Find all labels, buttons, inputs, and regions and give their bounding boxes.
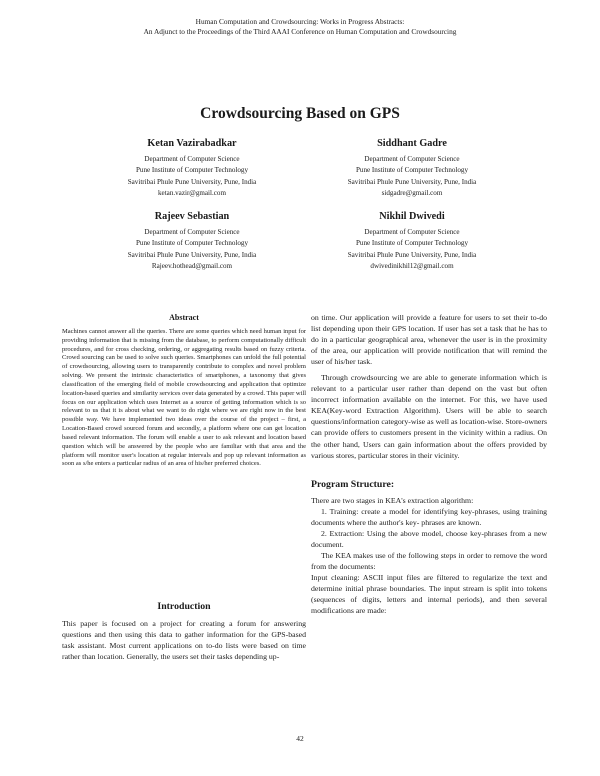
author-name: Siddhant Gadre — [377, 138, 447, 149]
author-department: Department of Computer Science — [144, 155, 240, 163]
author-department: Department of Computer Science — [364, 228, 460, 236]
right-column — [311, 312, 547, 616]
author-university: Savitribai Phule Pune University, Pune, India — [127, 177, 257, 186]
author-email: ketan.vazir@gmail.com — [158, 189, 226, 198]
author-institute: Pune Institute of Computer Technology — [355, 166, 469, 175]
author-name: Nikhil Dwivedi — [379, 211, 445, 222]
right-paragraph-1: on time. Our application will provide a feature for users to set their to-do list depending upon their GPS location. If user has set a task that he has to do in a particular geographical area, whenever the user is in the proximity of the area, our application will provide notification that will remind the user of his/her task. — [311, 313, 547, 367]
abstract-heading: Abstract — [169, 313, 199, 322]
stage-extraction: 2. Extraction: Using the above model, choose key-phrases from a new document. — [311, 528, 547, 549]
left-column — [62, 313, 306, 469]
page-number: 42 — [296, 734, 304, 743]
running-header — [0, 17, 600, 37]
author-email: sidgadre@gmail.com — [381, 189, 443, 198]
abstract-text: Machines cannot answer all the queries. There are some queries which need human input for providing information that is missing from the database, to perform computationally difficult procedures, and for cross checking, ordering, or aggregating results based on fuzzy criteria. Crowd sourcing can be used to solve such queries. Smartphones can unfold the full potential of crowdsourcing, allowing users to transparently contribute to complex and novel problem solving. We present the intrinsic characteristics of smartphones, a taxonomy that gives classification of the emerging field of mobile crowdsourcing and application that optimize location-based queries and similarity services over data generated by a crowd. This paper will focus on our application which uses Internet as a source of getting information which is so relevant to us that it is about what we want to do right where we are right now in the best possible way. We have implemented two ideas over the course of the project – first, a Location-Based crowd sourced forum and secondly, a platform where one can get location based relevant information. The forum will enable a user to ask relevant and location based question which will be answered by the people who are familiar with that area and the platform will monitor user's location at regular intervals and pop up relevant information as soon as s/he enters a particular radius of an area of his/her preferred choices. — [62, 328, 306, 468]
author-block — [282, 210, 542, 273]
introduction-section — [62, 601, 306, 662]
author-university: Savitribai Phule Pune University, Pune, India — [127, 250, 257, 259]
author-university: Savitribai Phule Pune University, Pune, India — [347, 250, 477, 259]
author-email: Rajeev.hothead@gmail.com — [151, 262, 233, 271]
header-line-1: Human Computation and Crowdsourcing: Works in Progress Abstracts: — [195, 17, 405, 26]
program-structure-heading: Program Structure: — [311, 478, 395, 490]
kea-steps: The KEA makes use of the following steps in order to remove the word from the documents: — [311, 550, 547, 571]
stages-intro: There are two stages in KEA's extraction algorithm: — [311, 495, 474, 505]
author-department: Department of Computer Science — [144, 228, 240, 236]
introduction-text: This paper is focused on a project for creating a forum for answering questions and then using this data to gather information for the GPS-based task assistant. Most current applications on to-do lists were based on time rather than location. Generally, the users set their tasks depending up- — [62, 619, 306, 662]
header-line-2: An Adjunct to the Proceedings of the Third AAAI Conference on Human Computation and Crowdsourcing — [143, 27, 457, 36]
author-block — [282, 137, 542, 200]
author-department: Department of Computer Science — [364, 155, 460, 163]
paper-title: Crowdsourcing Based on GPS — [200, 105, 400, 122]
author-institute: Pune Institute of Computer Technology — [135, 239, 249, 248]
author-name: Ketan Vazirabadkar — [147, 138, 237, 149]
author-university: Savitribai Phule Pune University, Pune, India — [347, 177, 477, 186]
author-email: dwivedinikhil12@gmail.com — [370, 262, 454, 271]
author-institute: Pune Institute of Computer Technology — [135, 166, 249, 175]
right-paragraph-2: Through crowdsourcing we are able to generate information which is relevant to a particular user rather than depend on the vast but often incorrect information available on the internet. For this, we have used KEA(Key-word Extraction Algorithm). Users will be able to search questions/information category-wise as well as location-wise. Store-owners can provide offers to customers present in the vicinity within a radius. On the other hand, Users can gain information about the offers provided by various stores, particular stores in their vicinity. — [311, 373, 547, 460]
author-institute: Pune Institute of Computer Technology — [355, 239, 469, 248]
introduction-heading: Introduction — [157, 601, 211, 612]
input-cleaning: Input cleaning: ASCII input files are filtered to regularize the text and determine initial phrase boundaries. The input stream is split into tokens (sequences of digits, letters and internal periods), and then several modifications are made: — [311, 572, 547, 616]
author-name: Rajeev Sebastian — [154, 211, 230, 222]
stage-training: 1. Training: create a model for identifying key-phrases, using training documents where the author's key- phrases are known. — [311, 506, 547, 527]
